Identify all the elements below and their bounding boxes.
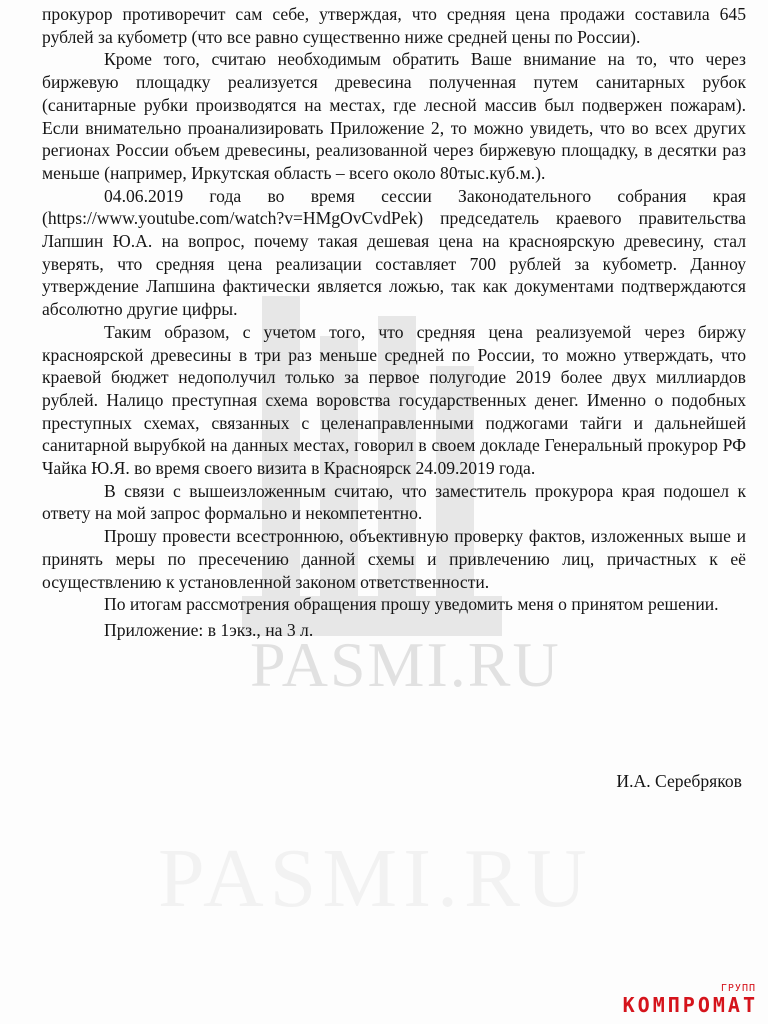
logo-title: КОМПРОМАТ	[622, 993, 758, 1017]
paragraph-3: 04.06.2019 года во время сессии Законодательного собрания края (https://www.youtube.com/watch?v=HMgOvCvdPek) председатель краевого правительства Лапшин Ю.А. на вопрос, почему такая дешевая цена на красноярскую древесину, стал уверять, что средняя цена реализации составляет 700 рублей за кубометр. Данноу утверждение Лапшина фактически является ложью, так как документами подтверждаются абсолютно другие цифры.	[42, 185, 746, 320]
paragraph-6: Прошу провести всестроннюю, объективную проверку фактов, изложенных выше и принять меры по пресечению данной схемы и привлечению лиц, причастных к её осуществлению к установленной законом ответственности.	[42, 526, 746, 592]
paragraph-2: Кроме того, считаю необходимым обратить Ваше внимание на то, что через биржевую площадку реализуется древесина полученная путем санитарных рубок (санитарные рубки производятся на местах, где лесной массив был подвержен пожарам). Если внимательно проанализировать Приложение 2, то можно увидеть, что во всех других регионах России объем древесины, реализованной через биржевую площадку, в десятки раз меньше (например, Иркутская область – всего около 80тыс.куб.м.).	[42, 49, 746, 183]
logo-subtitle: ГРУПП	[720, 983, 756, 994]
watermark-text: PASMI.RU	[250, 629, 561, 700]
kompromat-logo	[623, 984, 758, 1016]
watermark-text-faint: PASMI.RU	[158, 832, 593, 925]
signature-name: И.А. Серебряков	[616, 771, 742, 791]
letter-body	[42, 3, 746, 642]
paragraph-4: Таким образом, с учетом того, что средняя цена реализуемой через биржу красноярской древесины в три раз меньше средней по России, то можно утверждать, что краевой бюджет недополучил только за первое полугодие 2019 более двух миллиардов рублей. Налицо преступная схема воровства государственных денег. Именно о подобных преступных схемах, связанных с целенаправленными поджогами тайги и дальнейшей санитарной вырубкой на данных местах, говорил в своем докладе Генеральный прокурор РФ Чайка Ю.Я. во время своего визита в Красноярск 24.09.2019 года.	[42, 321, 746, 479]
paragraph-7: По итогам рассмотрения обращения прошу уведомить меня о принятом решении.	[104, 594, 719, 615]
paragraph-1: прокурор противоречит сам себе, утверждая, что средняя цена продажи составила 645 рублей за кубометр (что все равно существенно ниже средней цены по России).	[42, 4, 746, 47]
attachment-note: Приложение: в 1экз., на 3 л.	[104, 619, 314, 640]
paragraph-5: В связи с вышеизложенным считаю, что заместитель прокурора края подошел к ответу на мой запрос формально и некомпетентно.	[42, 480, 746, 524]
